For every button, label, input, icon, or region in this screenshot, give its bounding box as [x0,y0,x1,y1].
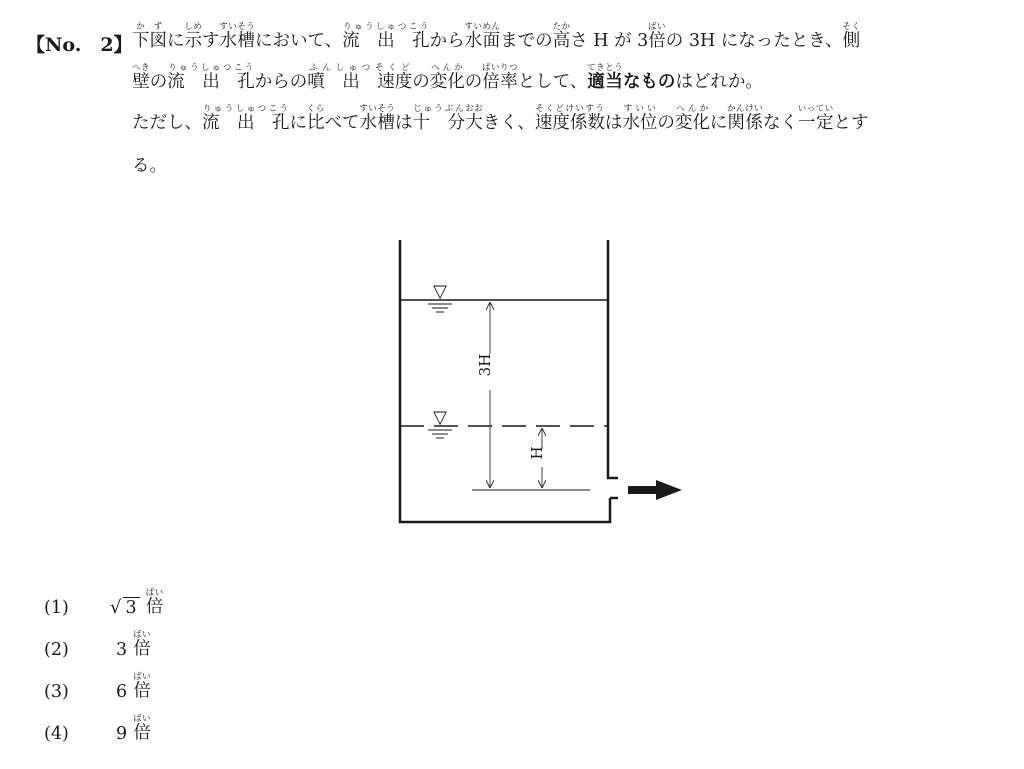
ruby-word: 流 出 孔りゅうしゅつこう [202,104,290,133]
choice-number: (2) [44,640,69,660]
ruby-word: 下か [132,22,150,51]
dimension-h-label: H [528,446,546,460]
ruby-word: 十 分じゅうぶん [412,104,466,133]
question-number: 【No. 2】 [26,34,133,56]
ruby-word: 倍ばい [145,588,164,617]
question-line-1: 下か図ずに示しめす水槽すいそうにおいて、流 出 孔りゅうしゅつこうから水面すいめんまでの高たかさ H が 3倍ばいの 3H になったとき、側そく [132,22,861,51]
choice-1[interactable] [44,588,164,618]
question-line-4: る。 [132,156,167,176]
question-line-2: 壁へきの流 出 孔りゅうしゅつこうからの噴 出 速度ふんしゅつそくどの変化へんかの倍率ばいりつとして、適当てきとうなものはどれか。 [132,63,763,92]
ruby-word: 図ず [149,22,167,51]
ruby-word: 側そく [842,22,861,51]
choice-value: 3 倍ばい [116,630,152,660]
ruby-word: 大おお [465,104,484,133]
ruby-word: 倍ばい [648,22,667,51]
ruby-word: 倍ばい [133,630,152,659]
ruby-word: 水槽すいそう [359,104,396,133]
question-line-3: ただし、流 出 孔りゅうしゅつこうに比くらべて水槽すいそうは十 分じゅうぶん大おおきく、速度係数そくどけいすうは水位すいいの変化へんかに関係かんけいなく一定いっていとす [132,104,869,133]
choice-4[interactable] [44,714,151,744]
ruby-word: 壁へき [132,63,151,92]
ruby-word: 倍ばい [133,672,152,701]
ruby-word: 変化へんか [429,63,465,92]
ruby-word: 速度係数そくどけいすう [534,104,605,133]
ruby-word: 水槽すいそう [219,22,256,51]
tank-wall-left [400,240,610,522]
ruby-word: 比くら [306,104,325,133]
water-level-symbol-lower: ▽ [433,407,447,428]
ruby-word: 変化へんか [674,104,710,133]
ruby-word: 流 出 孔りゅうしゅつこう [167,63,255,92]
ruby-word: 水位すいい [622,104,658,133]
choice-number: (4) [44,724,69,744]
dimension-3h-label: 3H [476,353,494,377]
ruby-word: 倍率ばいりつ [482,63,519,92]
ruby-word: 高たか [552,22,571,51]
ruby-word: 噴 出 速度ふんしゅつそくど [307,63,413,92]
ruby-word: 示しめ [184,22,203,51]
water-level-symbol-upper: ▽ [433,281,447,302]
ruby-word: 一定いってい [797,104,834,133]
ruby-word: 水面すいめん [464,22,501,51]
choice-2[interactable] [44,630,151,660]
choice-3[interactable] [44,672,151,702]
choice-number: (1) [44,598,69,618]
square-root-icon: √ [110,597,122,618]
ruby-word: 関係かんけい [727,104,764,133]
ruby-word: 適当てきとう [587,63,624,92]
choice-number: (3) [44,682,69,702]
water-tank-figure [340,230,700,530]
outflow-arrow-icon [628,480,682,500]
tank-wall-right [608,240,618,478]
choice-value: 9 倍ばい [116,714,152,744]
choice-value: 6 倍ばい [116,672,152,702]
choice-value: √ 3 倍ばい [110,588,164,618]
emphasis-text: 適当てきとうなもの [587,63,676,92]
ruby-word: 流 出 孔りゅうしゅつこう [342,22,430,51]
ruby-word: 倍ばい [133,714,152,743]
